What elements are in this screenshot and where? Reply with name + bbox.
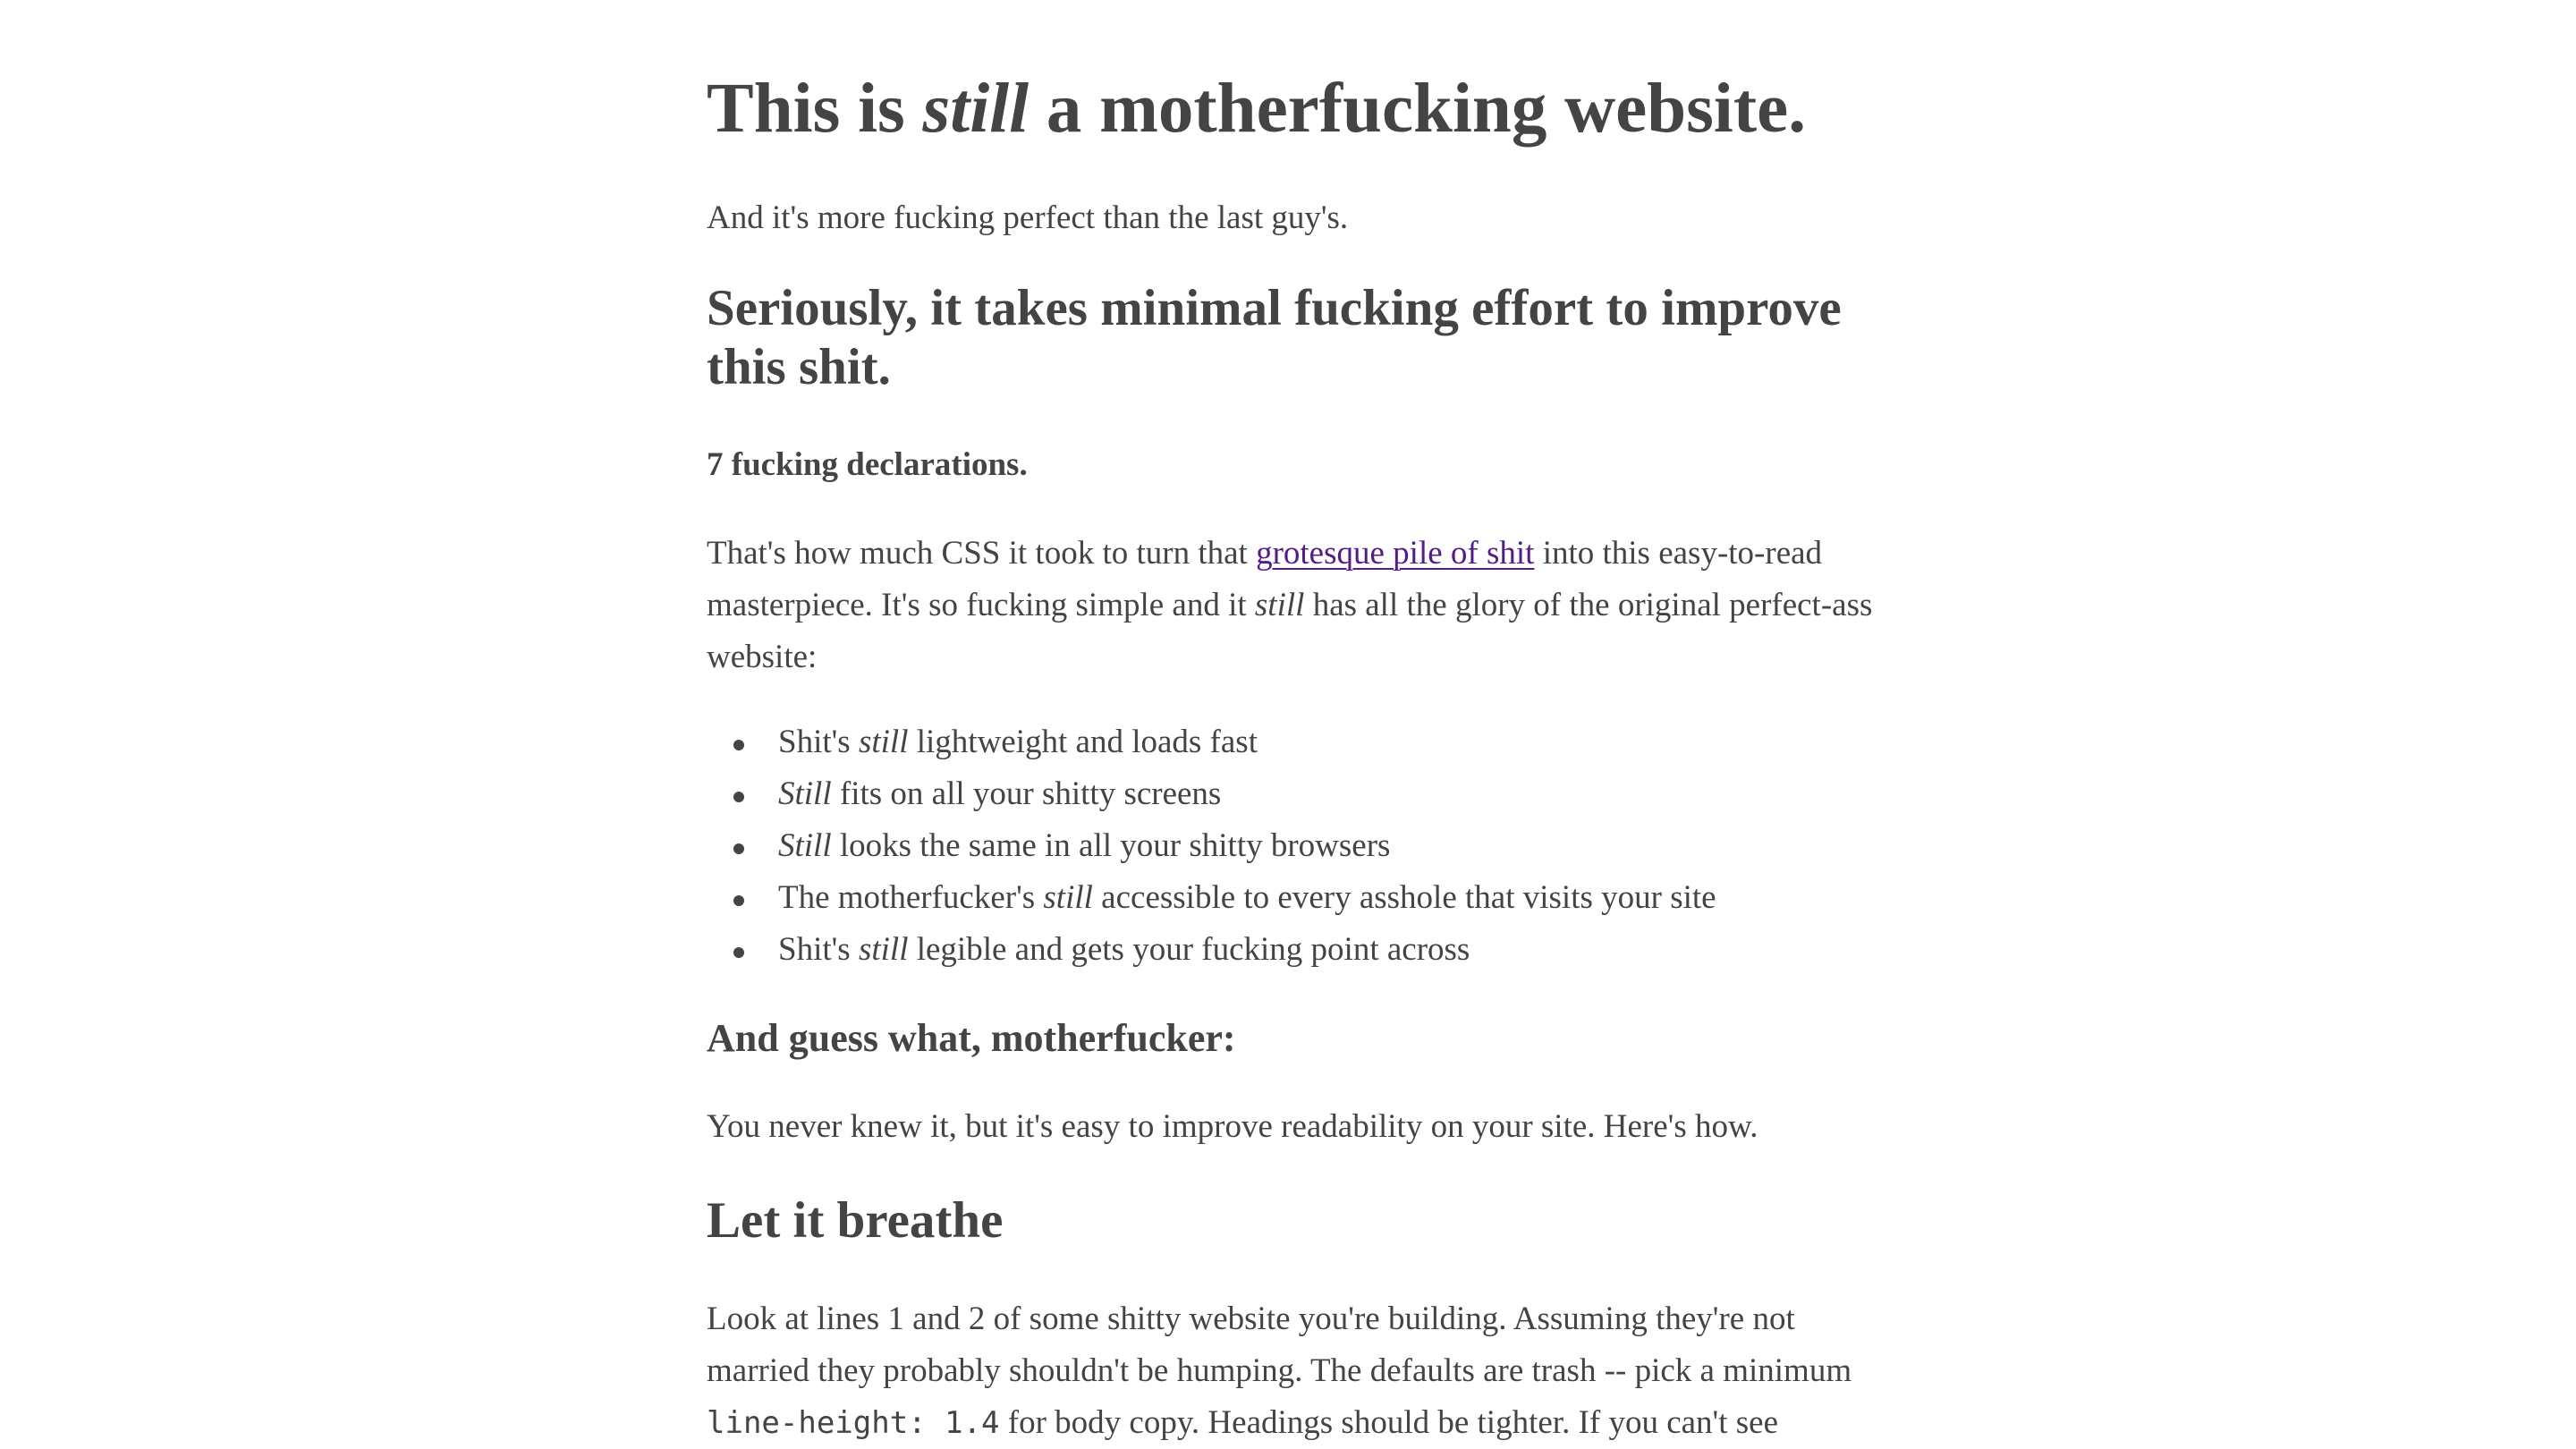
title-text-start: This is (707, 70, 923, 148)
readability-paragraph: You never knew it, but it's easy to improve readability on your site. Here's how. (707, 1108, 1758, 1145)
intro-paragraph: And it's more fucking perfect than the last guy's. (707, 199, 1349, 236)
section-heading-effort: Seriously, it takes minimal fucking effort to improve this shit. (707, 280, 1842, 395)
list-item: Shit's still lightweight and loads fast (778, 716, 1716, 768)
subheading-declarations: 7 fucking declarations. (707, 446, 1028, 483)
line-height-code: line-height: 1.4 (707, 1405, 1000, 1441)
section-heading-guess-what: And guess what, motherfucker: (707, 1016, 1236, 1060)
title-emphasis: still (922, 70, 1030, 148)
title-text-end: a motherfucking website. (1029, 70, 1806, 148)
list-item: Still fits on all your shitty screens (778, 768, 1716, 820)
list-item: Still looks the same in all your shitty browsers (778, 820, 1716, 872)
section-heading-breathe: Let it breathe (707, 1192, 1004, 1249)
features-list (707, 716, 1716, 976)
page-title (707, 64, 1806, 154)
grotesque-link[interactable]: grotesque pile of shit (1256, 535, 1535, 572)
list-item: The motherfucker's still accessible to every asshole that visits your site (778, 872, 1716, 924)
css-paragraph: That's how much CSS it took to turn that grotesque pile of shit into this easy-to-read masterpiece. It's so fucking simple and it still has all the glory of the original perfect-ass website: (707, 535, 1873, 675)
breathe-paragraph: Look at lines 1 and 2 of some shitty website you're building. Assuming they're not married they probably shouldn't be humping. The defaults are trash -- pick a minimum line-height: 1.4 for body copy. Headings should be tighter. If you can't see (707, 1301, 1852, 1441)
list-item: Shit's still legible and gets your fucking point across (778, 924, 1716, 976)
